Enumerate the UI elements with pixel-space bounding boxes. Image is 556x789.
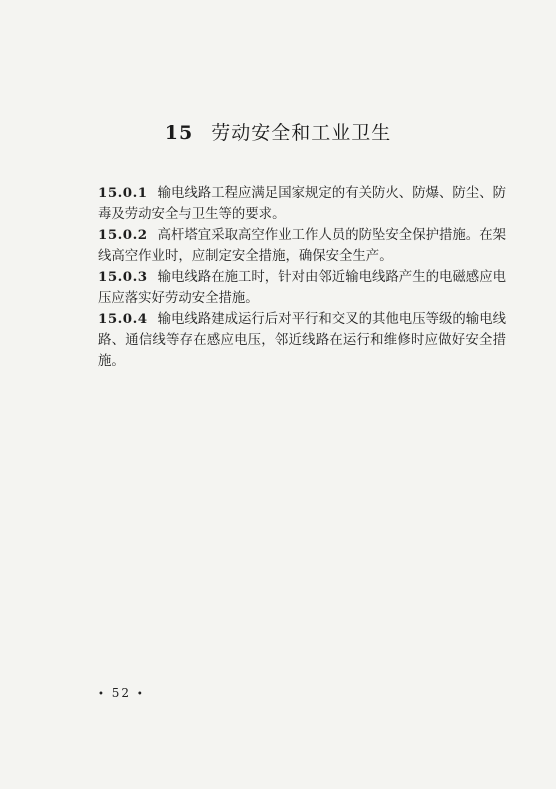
clause-text: 高杆塔宜采取高空作业工作人员的防坠安全保护措施。在架线高空作业时，应制定安全措施，确保安全生产。 xyxy=(98,228,506,264)
clause-text: 输电线路工程应满足国家规定的有关防火、防爆、防尘、防毒及劳动安全与卫生等的要求。 xyxy=(98,186,506,222)
bullet-dot-icon: • xyxy=(136,689,145,700)
page-number: 52 xyxy=(111,686,132,700)
page-footer xyxy=(98,686,145,700)
clause-text: 输电线路建成运行后对平行和交叉的其他电压等级的输电线路、通信线等存在感应电压，邻近线路在运行和维修时应做好安全措施。 xyxy=(98,312,506,369)
clause-number: 15.0.3 xyxy=(98,269,148,285)
chapter-title-text: 劳动安全和工业卫生 xyxy=(211,122,392,144)
clause-15-0-2 xyxy=(98,225,506,267)
clause-list xyxy=(98,183,506,372)
chapter-heading xyxy=(0,118,556,145)
clause-number: 15.0.2 xyxy=(98,227,148,243)
clause-15-0-1 xyxy=(98,183,506,225)
clause-number: 15.0.4 xyxy=(98,311,148,327)
chapter-number: 15 xyxy=(164,122,194,144)
bullet-dot-icon: • xyxy=(98,689,106,700)
clause-15-0-3 xyxy=(98,267,506,309)
clause-number: 15.0.1 xyxy=(98,185,148,201)
clause-15-0-4 xyxy=(98,309,506,372)
clause-text: 输电线路在施工时，针对由邻近输电线路产生的电磁感应电压应落实好劳动安全措施。 xyxy=(98,270,506,306)
